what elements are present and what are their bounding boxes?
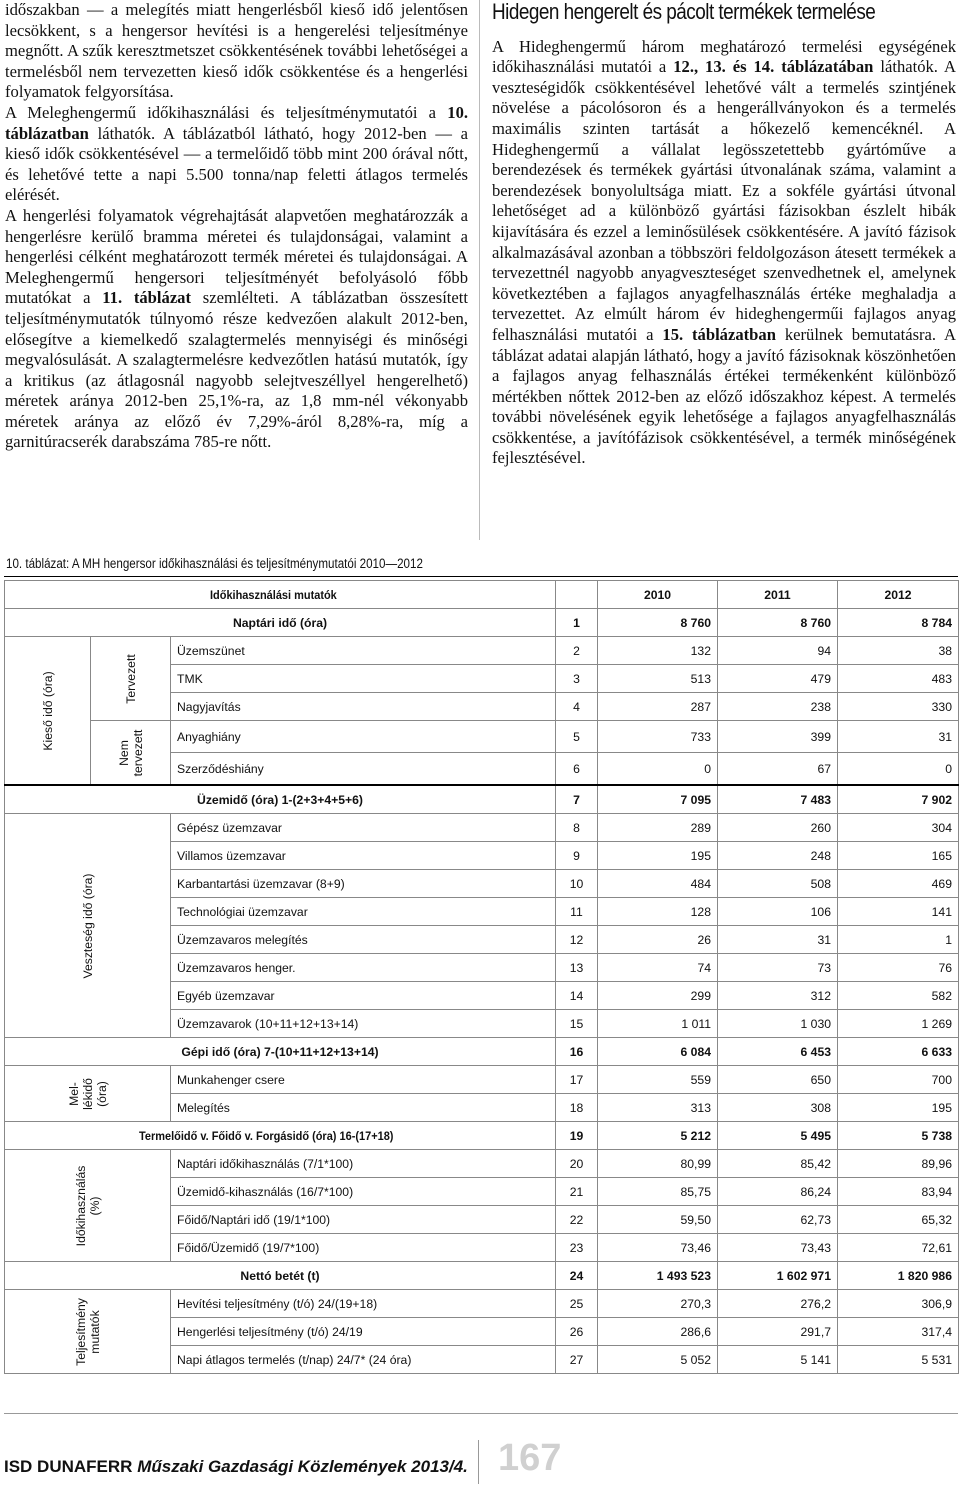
table-row: Karbantartási üzemzavar (8+9) 10 484 508 469: [5, 870, 959, 898]
table-row: Veszteség idő (óra) Gépész üzemzavar 8 289 260 304: [5, 814, 959, 842]
table-row: Szerződéshiány 6 0 67 0: [5, 753, 959, 786]
table-row: Termelőidő v. Főidő v. Forgásidő (óra) 16-(17+18) 19 5 212 5 495 5 738: [5, 1122, 959, 1150]
right-column: [492, 2, 956, 469]
table-row: Naptári idő (óra) 1 8 760 8 760 8 784: [5, 609, 959, 637]
table-row: Melegítés 18 313 308 195: [5, 1094, 959, 1122]
footer-journal: ISD DUNAFERR Műszaki Gazdasági Közlemények 2013/4.: [4, 1457, 468, 1476]
table-row: Mel-lékidő (óra) Munkahenger csere 17 559 650 700: [5, 1066, 959, 1094]
group-idokihasznalas: Időkihasználás (%): [5, 1150, 171, 1262]
table-row: Nettó betét (t) 24 1 493 523 1 602 971 1 820 986: [5, 1262, 959, 1290]
table-row: Üzemidő (óra) 1-(2+3+4+5+6) 7 7 095 7 483 7 902: [5, 785, 959, 814]
footer-rule: [4, 1413, 958, 1414]
group-mellekido: Mel-lékidő (óra): [5, 1066, 171, 1122]
header-2011: 2011: [718, 581, 838, 609]
table-row: Napi átlagos termelés (t/nap) 24/7* (24 óra) 27 5 052 5 141 5 531: [5, 1346, 959, 1374]
data-table: [4, 580, 959, 1374]
right-paragraph-1: A Hideghengermű három meghatározó termelési egységének időkihasználási mutatói a 12., 13. és 14. táblázatában láthatók. A veszteségidők csökkentésével lehetővé vált a termelés szintjének növelése a pácolósoron és a hengerállványokon és a termelés maximális szinten tartását a hőkezelő kemencéknél. A Hideghengermű a vállalat legösszetettebb gyártóműve a berendezések és termékek gyártási útvonalának száma, valamint a berendezések bonyolultsága miatt. Ez a sokféle gyártási útvonal lehetőséget ad a különböző gyártási fázisokban észlelt hibák kijavítására és ezzel a leminősülések csökkentésére. A javító fázisok alkalmazásával azonban a többszöri feldolgozáson átesett termékek a tervezettnél nagyobb anyagveszteséget szenvedhetnek el, amelynek következtében a fajlagos anyagfelhasználás értéke meghaladja a tervezettet. Az elmúlt három év hideghengerműi fajlagos anyag felhasználási mutatói a 15. táblázatban kerülnek bemutatásra. A táblázat adatai alapján látható, hogy a javító fázisoknak köszönhetően a fajlagos anyag felhasználás értékei termékenként különböző mértékben nőttek 2012-ben az előző időszakhoz képest. A termelés további növelésének egyik lehetősége a fajlagos anyagfelhasználás csökkentése, a javítófázisok csökkentésével, a termék minőségének fejlesztésével.: [492, 36, 957, 468]
table-row: Üzemidő-kihasználás (16/7*100) 21 85,75 86,24 83,94: [5, 1178, 959, 1206]
table-row: Üzemzavaros melegítés 12 26 31 1: [5, 926, 959, 954]
group-kieso-ido: Kieső idő (óra): [5, 637, 91, 786]
table-row: Egyéb üzemzavar 14 299 312 582: [5, 982, 959, 1010]
section-heading: Hidegen hengerelt és pácolt termékek termelése: [492, 0, 876, 24]
header-2010: 2010: [598, 581, 718, 609]
group-tervezett: Tervezett: [91, 637, 171, 721]
table-row: Villamos üzemzavar 9 195 248 165: [5, 842, 959, 870]
table-row: Időkihasználás (%) Naptári időkihasználás (7/1*100) 20 80,99 85,42 89,96: [5, 1150, 959, 1178]
table-row: Kieső idő (óra) Tervezett Üzemszünet 2 132 94 38: [5, 637, 959, 665]
table-row: Üzemzavarok (10+11+12+13+14) 15 1 011 1 030 1 269: [5, 1010, 959, 1038]
table-header-row: [5, 581, 959, 609]
table-row: Főidő/Naptári idő (19/1*100) 22 59,50 62,73 65,32: [5, 1206, 959, 1234]
table-row: Főidő/Üzemidő (19/7*100) 23 73,46 73,43 72,61: [5, 1234, 959, 1262]
group-teljesitmeny: Teljesítmény mutatók: [5, 1290, 171, 1374]
table-row: Gépi idő (óra) 7-(10+11+12+13+14) 16 6 084 6 453 6 633: [5, 1038, 959, 1066]
header-2012: 2012: [838, 581, 959, 609]
left-column: [5, 0, 468, 453]
left-paragraph-1: időszakban — a melegítés miatt hengerlésből kieső idő jelentősen lecsökkent, s a hengersor hevítési is a hengerelési teljesítménye megnőtt. A szűk keresztmetszet csökkentésének további lehetőségei a termelésből nem tervezetten kieső idők csökkentése és a hengerlési folyamatok felgyorsítása.: [5, 0, 468, 102]
header-label: Időkihasználási mutatók: [209, 587, 337, 602]
table-row: Teljesítmény mutatók Hevítési teljesítmény (t/ó) 24/(19+18) 25 270,3 276,2 306,9: [5, 1290, 959, 1318]
table-row: Nem tervezett Anyaghiány 5 733 399 31: [5, 721, 959, 753]
table-row: Nagyjavítás 4 287 238 330: [5, 693, 959, 721]
left-paragraph-3: A hengerlési folyamatok végrehajtását alapvetően meghatározzák a hengerlésre kerülő bramma méretei és tulajdonságai, valamint a hengerlési célként meghatározott termék méretei és tulajdonságai. A Meleghengermű hengersori teljesítményét befolyásoló főbb mutatókat a 11. táblázat szemlélteti. A táblázatban összesített teljesítménymutatók túlnyomó része kedvezően alakult 2012-ben, elősegítve a kiemelkedő szalagtermelés mennyiségi és minőségi megvalósulását. A szalagtermelésre kedvezőtlen hatású mutatók, így a kritikus (az átlagosnál nagyobb selejtveszéllyel hengerelhető) méretek aránya 2012-ben 25,1%-ra, az 1,8 mm-nél vékonyabb méretek aránya az előző év 7,29%-áról 8,28%-ra, míg a garnitúracserék darabszáma 785-re nőtt.: [5, 205, 469, 452]
table-top-rule: [4, 576, 958, 577]
table-row: Hengerlési teljesítmény (t/ó) 24/19 26 286,6 291,7 317,4: [5, 1318, 959, 1346]
page-number: 167: [498, 1437, 562, 1479]
group-veszteseg-ido: Veszteség idő (óra): [5, 814, 171, 1038]
left-paragraph-2: A Meleghengermű időkihasználási és teljesítménymutatói a 10. táblázatban láthatók. A táblázatból látható, hogy 2012-ben — a kieső idők csökkentésével — a termelőidő több mint 200 órával nőtt, és lehetővé tette a napi 5.500 tonna/nap feletti átlagos termelés elérését.: [5, 102, 469, 205]
footer-divider: [478, 1440, 479, 1484]
column-divider: [479, 0, 480, 540]
table-row: Technológiai üzemzavar 11 128 106 141: [5, 898, 959, 926]
table-row: Üzemzavaros henger. 13 74 73 76: [5, 954, 959, 982]
table-row: TMK 3 513 479 483: [5, 665, 959, 693]
table-caption: 10. táblázat: A MH hengersor időkihasználási és teljesítménymutatói 2010—2012: [6, 556, 423, 571]
group-nem-tervezett: Nem tervezett: [91, 721, 171, 786]
